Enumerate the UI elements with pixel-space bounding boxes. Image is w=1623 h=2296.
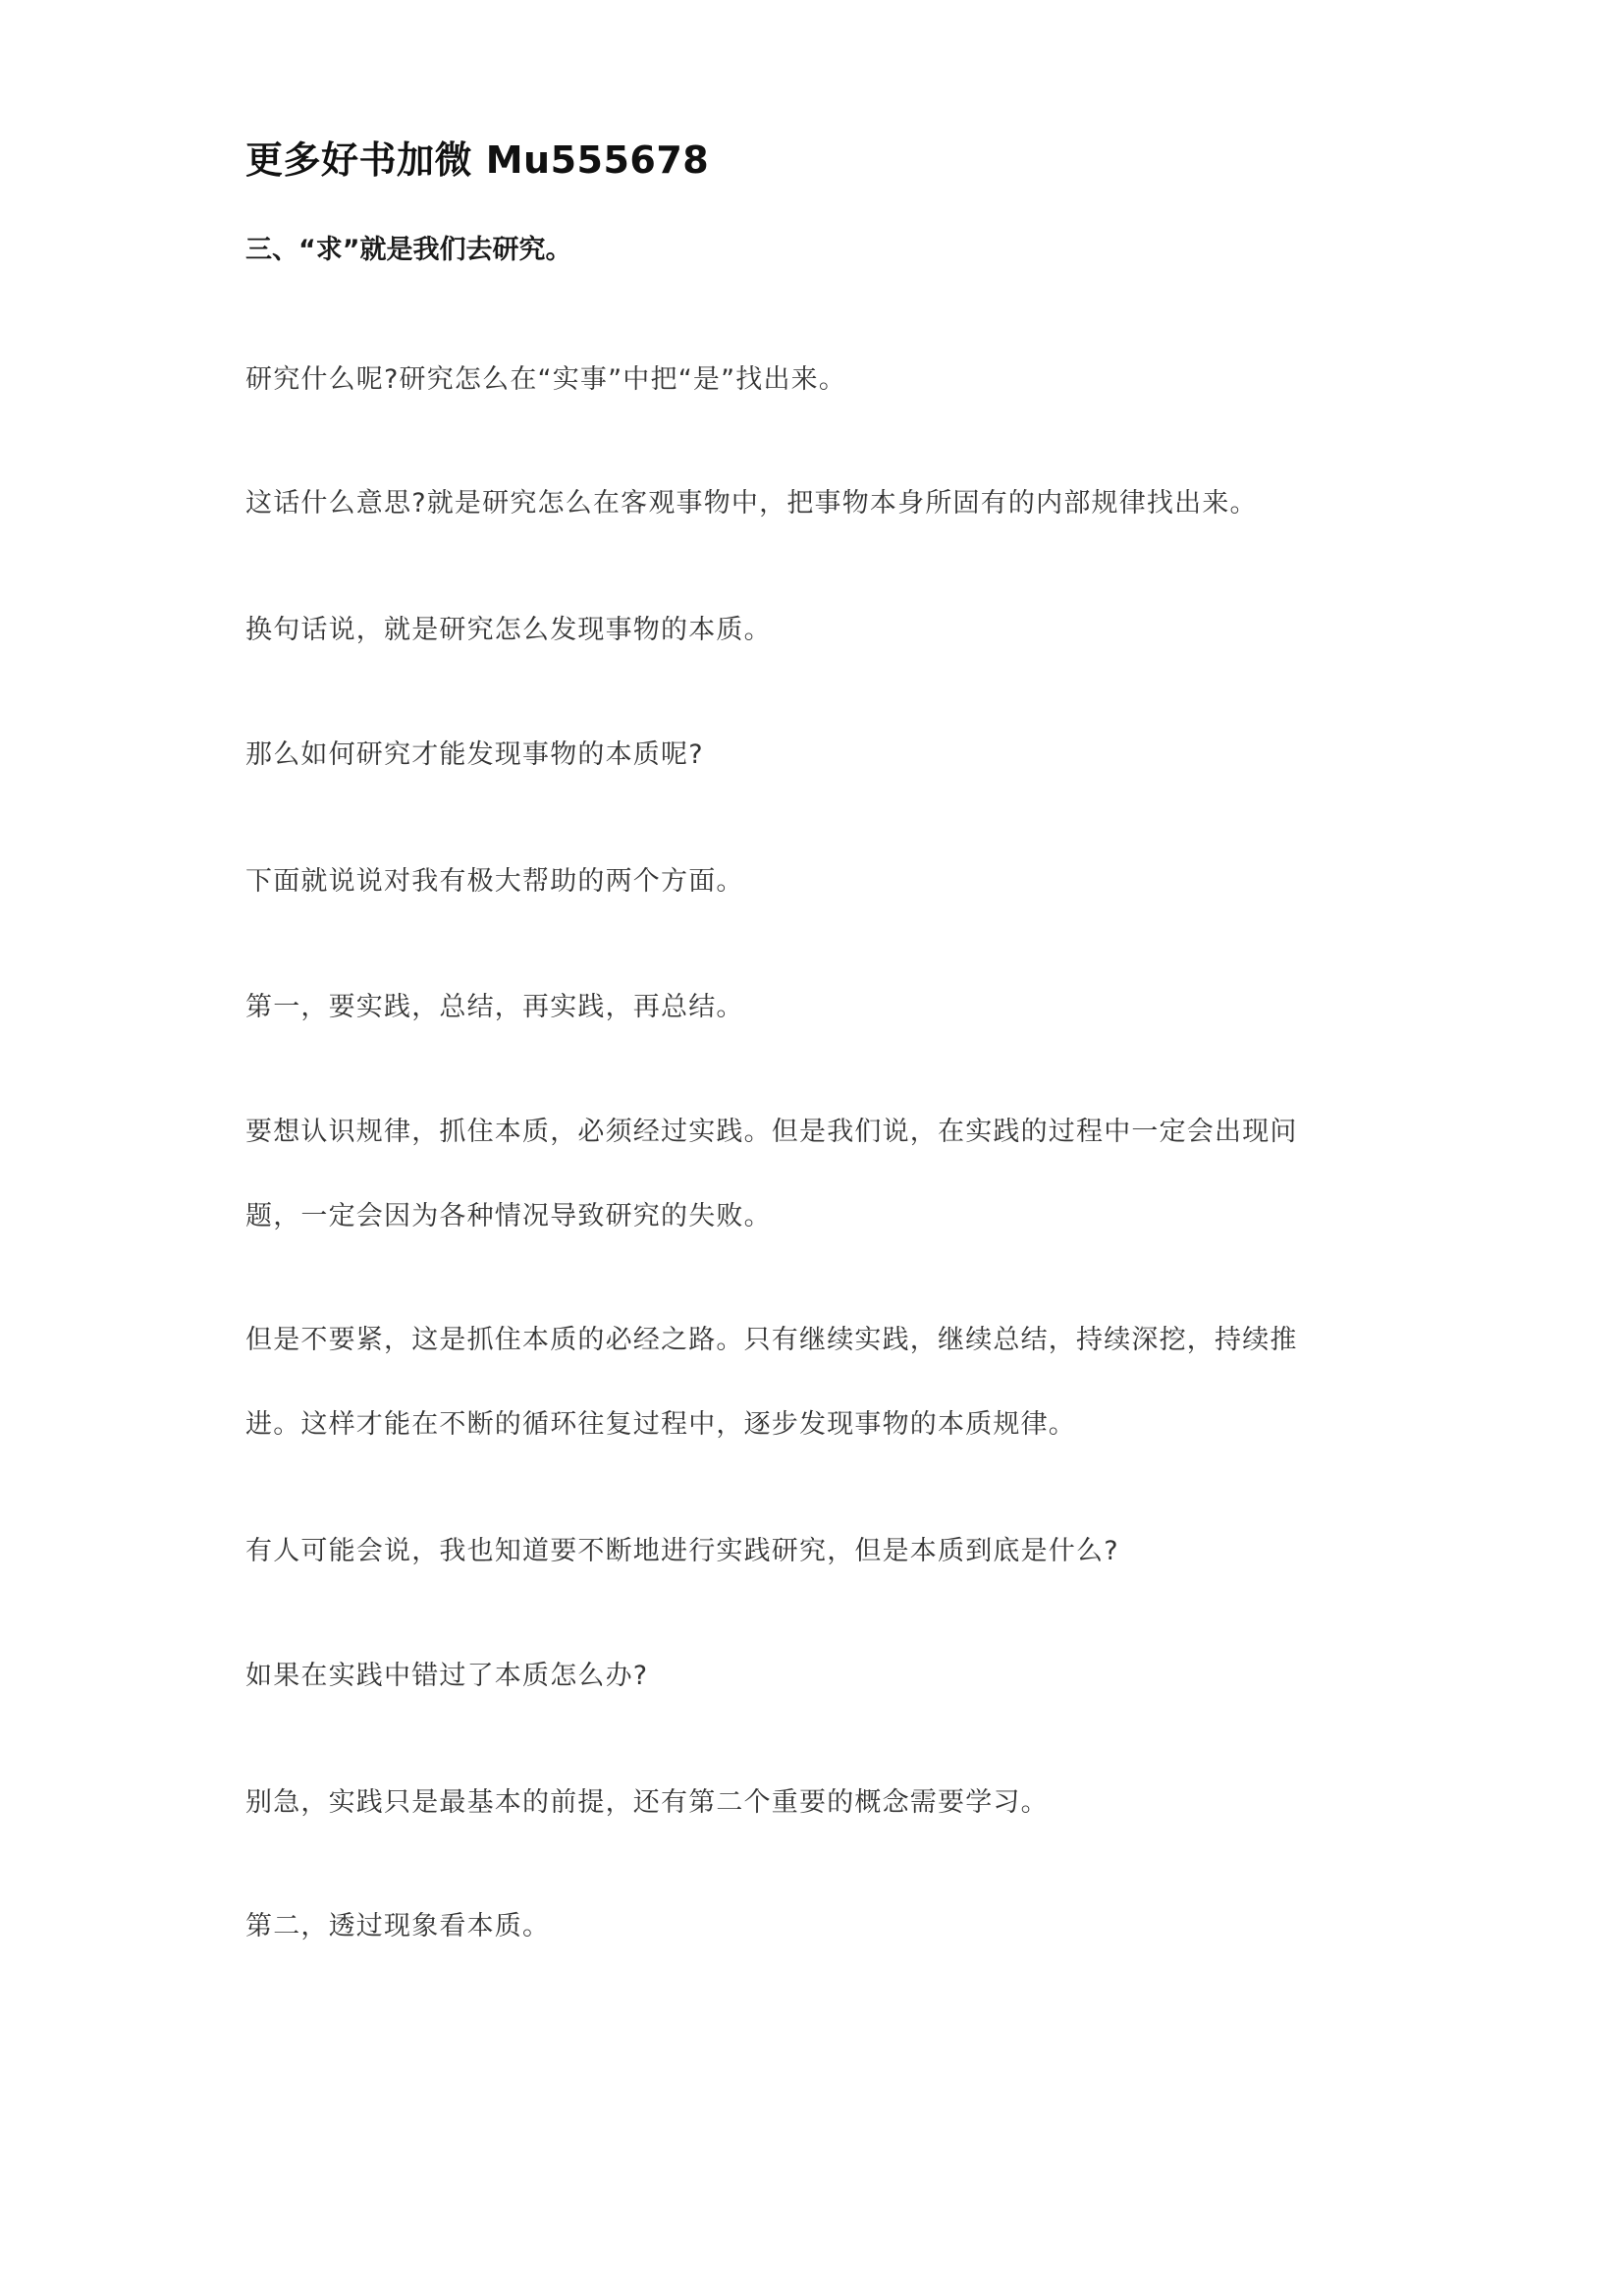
paragraph: 研究什么呢?研究怎么在“实事”中把“是”找出来。 — [245, 364, 847, 395]
section-heading: 三、“求”就是我们去研究。 — [245, 235, 572, 265]
paragraph: 如果在实践中错过了本质怎么办? — [245, 1661, 649, 1691]
page-title: 更多好书加微 Mu555678 — [245, 138, 710, 182]
paragraph: 这话什么意思?就是研究怎么在客观事物中，把事物本身所固有的内部规律找出来。 — [245, 488, 1258, 519]
paragraph: 有人可能会说，我也知道要不断地进行实践研究，但是本质到底是什么? — [245, 1536, 1119, 1566]
paragraph-line: 题，一定会因为各种情况导致研究的失败。 — [245, 1201, 772, 1231]
paragraph-line: 进。这样才能在不断的循环往复过程中，逐步发现事物的本质规律。 — [245, 1409, 1076, 1440]
paragraph: 换句话说，就是研究怎么发现事物的本质。 — [245, 615, 772, 645]
paragraph-line: 要想认识规律，抓住本质，必须经过实践。但是我们说，在实践的过程中一定会出现问 — [245, 1117, 1298, 1147]
paragraph: 别急，实践只是最基本的前提，还有第二个重要的概念需要学习。 — [245, 1787, 1049, 1818]
paragraph-line: 但是不要紧，这是抓住本质的必经之路。只有继续实践，继续总结，持续深挖，持续推 — [245, 1325, 1298, 1355]
paragraph: 下面就说说对我有极大帮助的两个方面。 — [245, 866, 744, 897]
paragraph: 第二，透过现象看本质。 — [245, 1911, 551, 1941]
paragraph: 第一，要实践，总结，再实践，再总结。 — [245, 992, 744, 1022]
paragraph: 那么如何研究才能发现事物的本质呢? — [245, 739, 704, 770]
